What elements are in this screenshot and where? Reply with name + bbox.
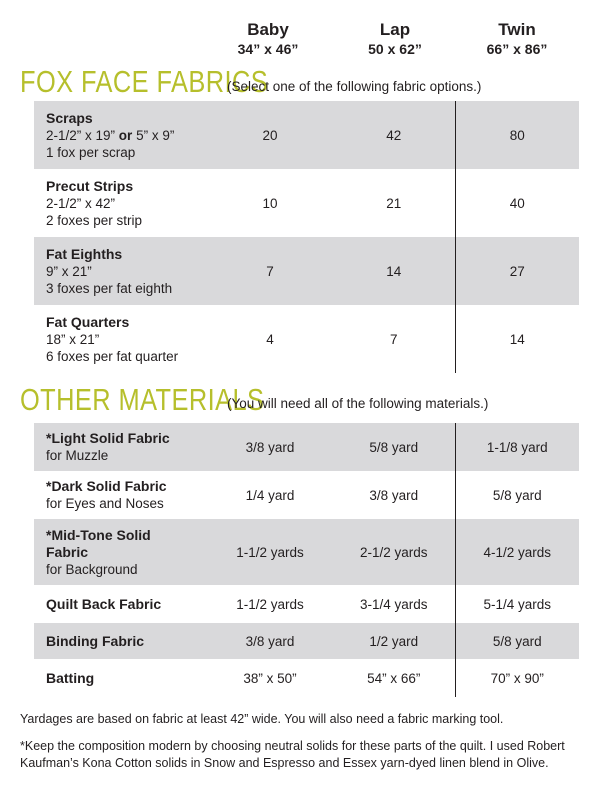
table-row — [34, 585, 579, 623]
cell-twin: 40 — [509, 195, 525, 211]
section-title-other-materials: OTHER MATERIALS — [20, 382, 265, 417]
row-title: Binding Fabric — [46, 632, 144, 649]
row-label — [34, 623, 207, 659]
row-size: 9” x 21” — [46, 263, 92, 279]
cell-lap: 14 — [333, 237, 455, 305]
cell-baby: 1/4 yard — [245, 487, 295, 503]
row-title: *Dark Solid Fabric — [46, 478, 167, 494]
row-label — [34, 101, 207, 169]
row-size: 18” x 21” — [46, 331, 100, 347]
table-row — [34, 659, 579, 697]
footnote-yardage: Yardages are based on fabric at least 42” wide. You will also need a fabric marking tool. — [20, 712, 504, 726]
table-row — [34, 237, 579, 305]
row-label — [34, 519, 207, 585]
cell-twin: 80 — [455, 101, 579, 169]
fox-face-fabrics-table — [34, 101, 579, 373]
row-title: Batting — [46, 669, 95, 686]
table-row — [34, 519, 579, 585]
row-yield: 2 foxes per strip — [46, 212, 143, 228]
row-label — [34, 471, 207, 519]
row-yield: 1 fox per scrap — [46, 144, 136, 160]
cell-lap: 2-1/2 yards — [333, 519, 455, 585]
cell-lap: 1/2 yard — [333, 623, 455, 659]
row-title: *Mid-Tone Solid — [46, 526, 151, 543]
cell-twin: 4-1/2 yards — [455, 519, 579, 585]
column-header-baby — [203, 20, 333, 58]
row-subtitle: for Background — [46, 561, 138, 577]
table-row — [34, 471, 579, 519]
row-label — [34, 659, 207, 697]
column-header-lap — [330, 20, 460, 58]
or-word: or — [118, 127, 133, 143]
column-name: Baby — [247, 20, 289, 39]
row-title: Fat Quarters — [46, 313, 130, 330]
cell-twin: 1-1/8 yard — [455, 423, 579, 471]
cell-twin: 5/8 yard — [455, 623, 579, 659]
row-size — [46, 127, 207, 144]
cell-twin: 14 — [509, 331, 525, 347]
size-option: 2-1/2” x 19” — [46, 127, 116, 143]
cell-lap: 21 — [333, 169, 455, 237]
row-title: Fat Eighths — [46, 245, 123, 262]
table-row — [34, 623, 579, 659]
row-subtitle: for Muzzle — [46, 448, 109, 463]
cell-lap: 42 — [333, 101, 455, 169]
column-header-twin — [452, 20, 582, 58]
row-yield: 3 foxes per fat eighth — [46, 280, 173, 296]
column-name: Lap — [379, 20, 411, 39]
table-row — [34, 305, 579, 373]
cell-baby: 38” x 50” — [243, 670, 297, 686]
row-label — [34, 169, 207, 237]
cell-twin: 5/8 yard — [492, 487, 542, 503]
row-label — [34, 423, 207, 471]
cell-twin: 5-1/4 yards — [483, 596, 552, 612]
table-row — [34, 169, 579, 237]
row-title-continued: Fabric — [46, 543, 89, 560]
cell-twin: 70” x 90” — [490, 670, 544, 686]
cell-baby: 3/8 yard — [207, 623, 333, 659]
cell-lap: 3-1/4 yards — [333, 585, 455, 623]
row-title: Precut Strips — [46, 177, 134, 194]
table-row — [34, 423, 579, 471]
cell-baby: 20 — [207, 101, 333, 169]
row-subtitle: for Eyes and Noses — [46, 496, 164, 511]
cell-baby: 10 — [262, 195, 278, 211]
row-label — [34, 237, 207, 305]
footnote-solids: *Keep the composition modern by choosing neutral solids for these parts of the quilt. I used Robert Kaufman’s Kona Cotton solids in Snow and Espresso and Essex yarn-dyed linen blend in Olive. — [20, 739, 565, 770]
row-title: Scraps — [46, 109, 93, 126]
row-title: Quilt Back Fabric — [46, 595, 162, 612]
row-yield: 6 foxes per fat quarter — [46, 348, 179, 364]
cell-twin: 27 — [455, 237, 579, 305]
cell-lap: 54” x 66” — [333, 659, 455, 697]
row-label — [34, 585, 207, 623]
cell-lap: 5/8 yard — [333, 423, 455, 471]
other-materials-table — [34, 423, 579, 697]
size-option: 5” x 9” — [136, 127, 175, 143]
cell-baby: 1-1/2 yards — [236, 596, 304, 612]
cell-baby: 7 — [207, 237, 333, 305]
section-note-fox: (Select one of the following fabric options.) — [227, 79, 482, 94]
row-size: 2-1/2” x 42” — [46, 195, 116, 211]
column-name: Twin — [498, 20, 536, 39]
column-dimensions: 66” x 86” — [486, 41, 548, 57]
table-row — [34, 101, 579, 169]
column-dimensions: 50 x 62” — [368, 41, 422, 57]
section-title-fox-face-fabrics: FOX FACE FABRICS — [20, 64, 269, 99]
row-label — [34, 305, 207, 373]
cell-baby: 4 — [266, 331, 274, 347]
cell-lap: 3/8 yard — [333, 471, 455, 519]
cell-lap: 7 — [333, 305, 455, 373]
cell-baby: 1-1/2 yards — [207, 519, 333, 585]
cell-baby: 3/8 yard — [207, 423, 333, 471]
column-dimensions: 34” x 46” — [237, 41, 299, 57]
row-title: *Light Solid Fabric — [46, 430, 170, 446]
section-note-other: (You will need all of the following materials.) — [227, 396, 489, 411]
